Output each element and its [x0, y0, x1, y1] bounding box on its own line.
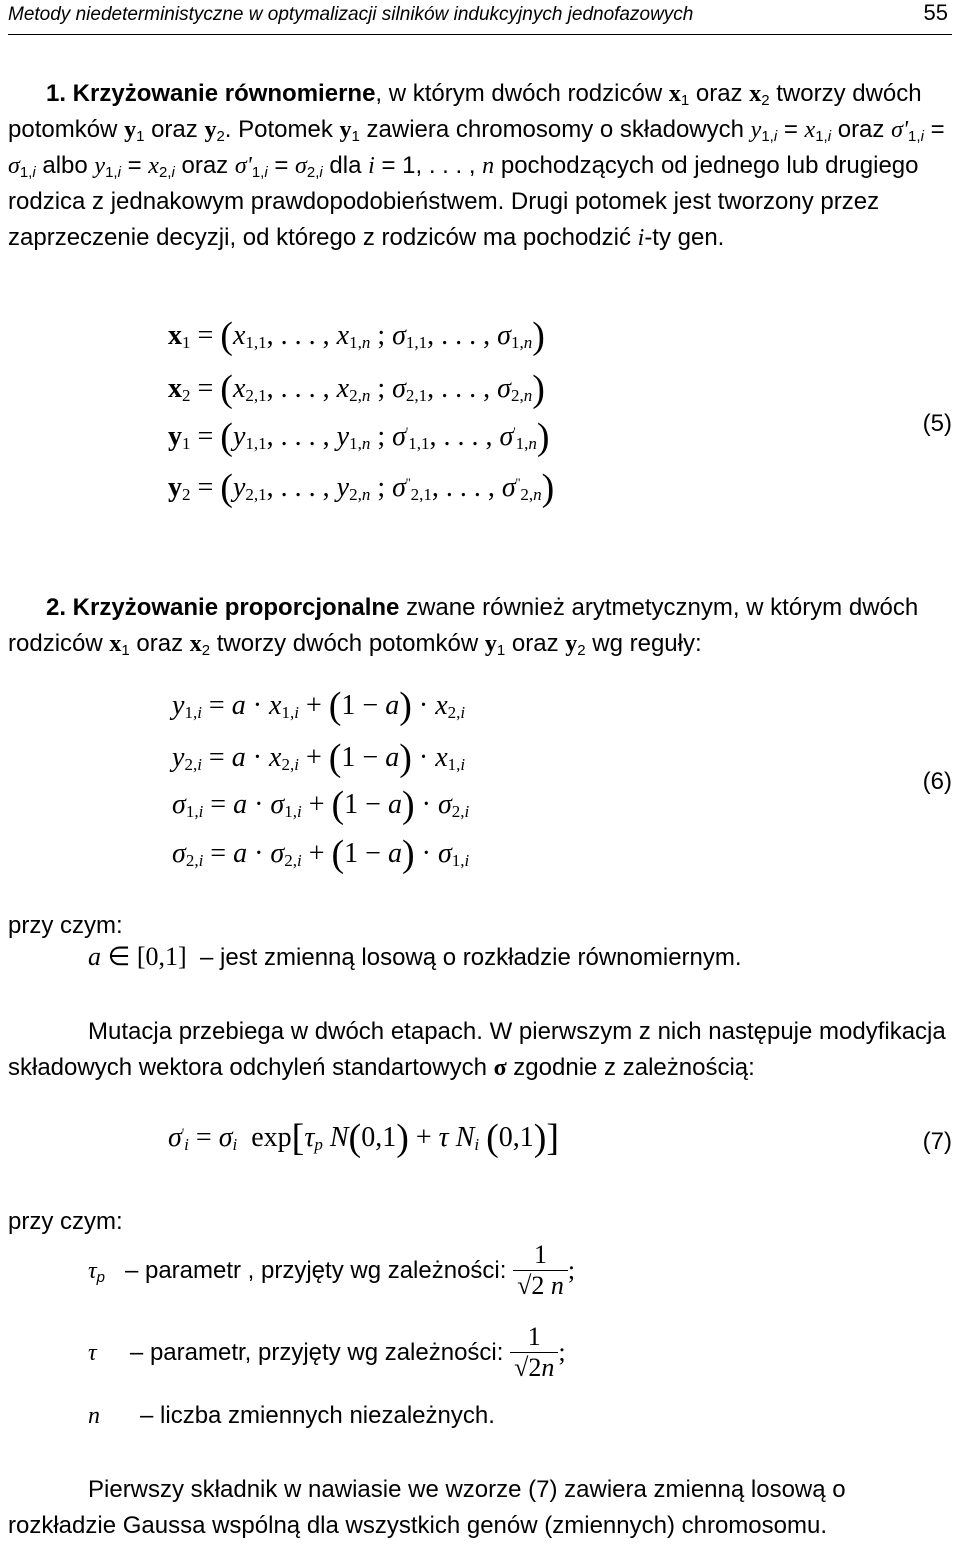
equation-7: σ'i = σi exp[τp N(0,1) + τ Ni (0,1)] — [168, 1117, 560, 1159]
equation-5-line-1: x1 = (x1,1, . . . , x1,n ; σ1,1, . . . , σ1,n) — [168, 315, 545, 357]
przy-czym-label-2: przy czym: — [8, 1208, 123, 1235]
equation-6-line-3: σ1,i = a · σ1,i + (1 − a) · σ2,i — [172, 784, 470, 826]
definition-tau-p: τp – parametr , przyjęty wg zależności: $\frac{1}{√2 n}$ ; — [88, 1240, 576, 1300]
paragraph-mutation: Mutacja przebiega w dwóch etapach. W pierwszym z nich następuje modyfikacja składowych wektora odchyleń standartowych σ zgodnie z zależnością: — [8, 1018, 946, 1081]
equation-6-line-4: σ2,i = a · σ2,i + (1 − a) · σ1,i — [172, 833, 470, 875]
equation-5-number: (5) — [922, 410, 952, 437]
przy-czym-label-1: przy czym: — [8, 912, 123, 939]
page-number: 55 — [923, 0, 948, 25]
equation-6-line-2: y2,i = a · x2,i + (1 − a) · x1,i — [172, 737, 466, 779]
equation-5-line-2: x2 = (x2,1, . . . , x2,n ; σ2,1, . . . , σ2,n) — [168, 368, 545, 410]
equation-7-number: (7) — [922, 1128, 952, 1155]
definition-a: a ∈ [0,1] – jest zmienną losową o rozkładzie równomiernym. — [88, 942, 742, 971]
equation-5-line-3: y1 = (y1,1, . . . , y1,n ; σ'1,1, . . . , σ'1,n) — [168, 416, 550, 458]
equation-6-line-1: y1,i = a · x1,i + (1 − a) · x2,i — [172, 685, 466, 727]
definition-tau: τ – parametr, przyjęty wg zależności: $\frac{1}{√2n}$ ; — [88, 1322, 566, 1382]
paragraph-proportional-crossover: 2. Krzyżowanie proporcjonalne zwane również arytmetycznym, w którym dwóch rodziców x1 oraz x2 tworzy dwóch potomków y1 oraz y2 wg reguły: — [8, 594, 919, 659]
equation-6-number: (6) — [922, 768, 952, 795]
header-title: Metody niedeterministyczne w optymalizacji silników indukcyjnych jednofazowych — [8, 4, 694, 25]
running-header — [8, 0, 952, 35]
equation-5-line-4: y2 = (y2,1, . . . , y2,n ; σ''2,1, . . . , σ''2,n) — [168, 467, 555, 509]
paragraph-uniform-crossover: 1. Krzyżowanie równomierne, w którym dwóch rodziców x1 oraz x2 tworzy dwóch potomków y1 oraz y2. Potomek y1 zawiera chromosomy o składowych y1,i = x1,i oraz σ'1,i = σ1,i albo y1,i = x2,i oraz σ'1,i = σ2,i dla i = 1, . . . , n pochodzących od jednego lub drugiego rodzica z jednakowym prawdopodobieństwem. Drugi potomek jest tworzony przez zaprzeczenie decyzji, od którego z rodziców ma pochodzić i-ty gen. — [8, 80, 945, 251]
paragraph-first-component: Pierwszy składnik w nawiasie we wzorze (7) zawiera zmienną losową o rozkładzie Gaussa wspólną dla wszystkich genów (zmiennych) chromosomu. — [8, 1476, 846, 1539]
definition-n: n – liczba zmiennych niezależnych. — [88, 1402, 495, 1429]
